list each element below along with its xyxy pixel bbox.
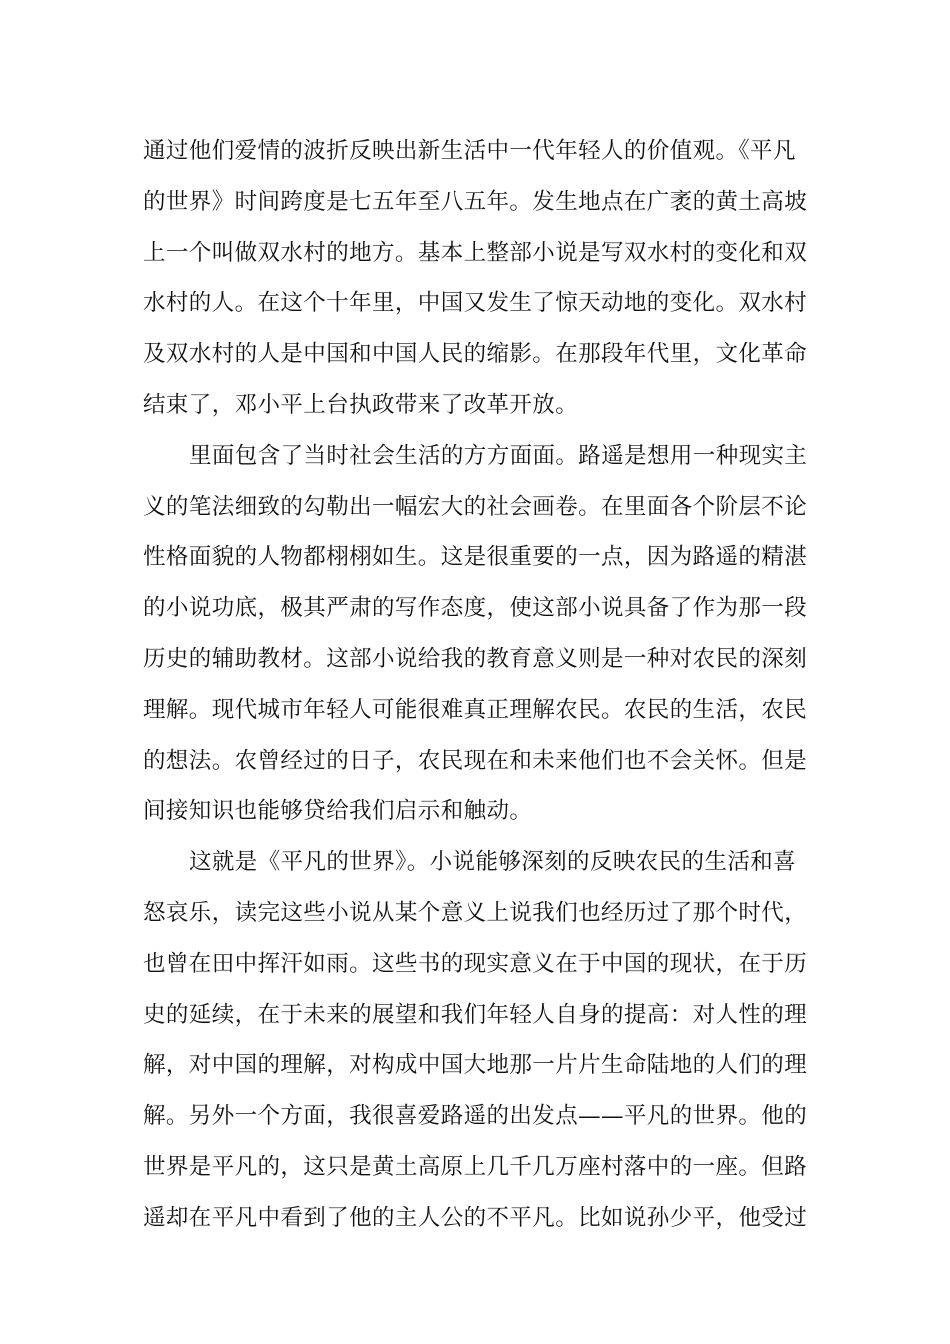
text-line: 世界是平凡的，这只是黄土高原上几千几万座村落中的一座。但路 — [143, 1153, 808, 1180]
paragraph-2 — [143, 431, 807, 837]
text-line: 间接知识也能够贷给我们启示和触动。 — [143, 798, 533, 825]
text-line: 及双水村的人是中国和中国人民的缩影。在那段年代里，文化革命 — [143, 341, 808, 368]
text-line: 的世界》时间跨度是七五年至八五年。发生地点在广袤的黄土高坡 — [143, 188, 808, 215]
text-line: 解。另外一个方面，我很喜爱路遥的出发点——平凡的世界。他的 — [143, 1103, 808, 1130]
text-line: 历史的辅助教材。这部小说给我的教育意义则是一种对农民的深刻 — [143, 645, 808, 672]
text-line: 这就是《平凡的世界》。小说能够深刻的反映农民的生活和喜 — [189, 849, 797, 876]
document-body — [143, 126, 807, 1244]
text-line: 怒哀乐，读完这些小说从某个意义上说我们也经历过了那个时代， — [143, 899, 808, 926]
text-line: 义的笔法细致的勾勒出一幅宏大的社会画卷。在里面各个阶层不论 — [143, 493, 808, 520]
text-line: 理解。现代城市年轻人可能很难真正理解农民。农民的生活，农民 — [143, 696, 808, 723]
text-line: 史的延续，在于未来的展望和我们年轻人自身的提高：对人性的理 — [143, 1001, 808, 1028]
text-line: 遥却在平凡中看到了他的主人公的不平凡。比如说孙少平，他受过 — [143, 1204, 808, 1231]
text-line: 也曾在田中挥汗如雨。这些书的现实意义在于中国的现状，在于历 — [143, 950, 808, 977]
text-line: 通过他们爱情的波折反映出新生活中一代年轻人的价值观。《平凡 — [143, 138, 796, 164]
text-line: 结束了，邓小平上台执政带来了改革开放。 — [143, 391, 579, 418]
text-line: 的想法。农曾经过的日子，农民现在和未来他们也不会关怀。但是 — [143, 747, 808, 774]
text-line: 的小说功底，极其严肃的写作态度，使这部小说具备了作为那一段 — [143, 595, 808, 622]
text-line: 里面包含了当时社会生活的方方面面。路遥是想用一种现实主 — [189, 442, 808, 469]
paragraph-1 — [143, 126, 807, 431]
paragraph-3 — [143, 837, 807, 1243]
text-line: 解，对中国的理解，对构成中国大地那一片片生命陆地的人们的理 — [143, 1052, 808, 1079]
text-line: 上一个叫做双水村的地方。基本上整部小说是写双水村的变化和双 — [143, 239, 808, 266]
text-line: 性格面貌的人物都栩栩如生。这是很重要的一点，因为路遥的精湛 — [143, 544, 808, 571]
text-line: 水村的人。在这个十年里，中国又发生了惊天动地的变化。双水村 — [143, 290, 808, 317]
